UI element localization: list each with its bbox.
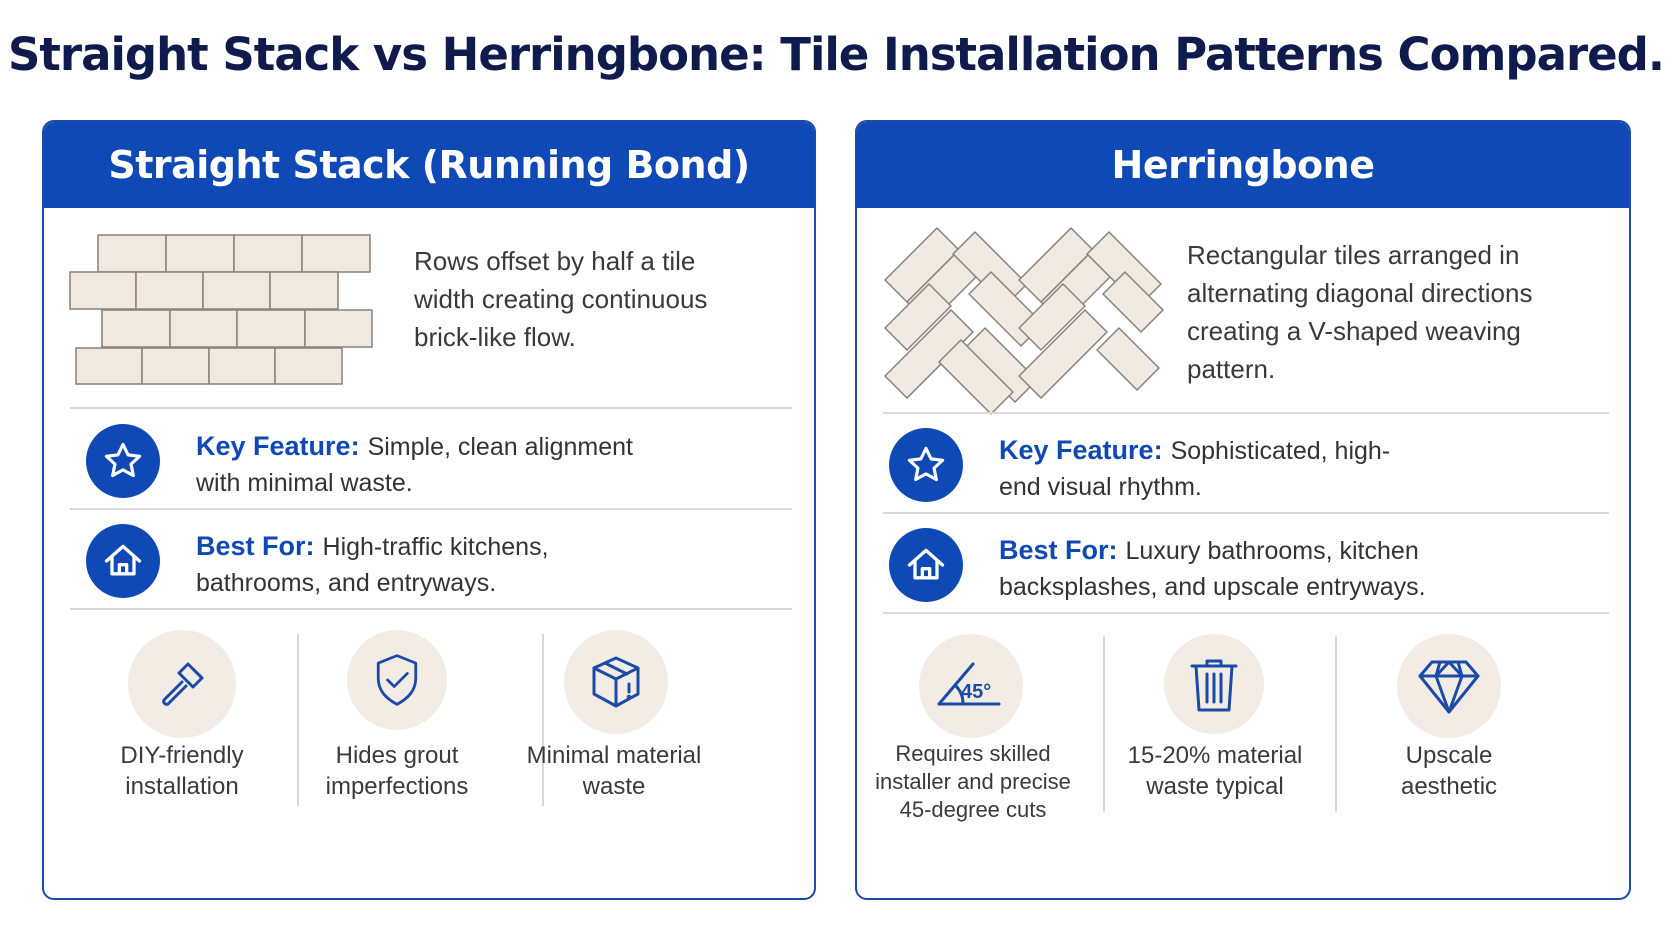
column-separator — [297, 634, 299, 806]
minimal-waste-label: Minimal material waste — [526, 742, 702, 800]
key-feature-text — [999, 432, 1419, 505]
column-separator — [1103, 636, 1105, 812]
key-feature-text — [196, 428, 636, 501]
diy-label: DIY-friendly installation — [120, 742, 244, 800]
key-feature-row — [889, 428, 1589, 504]
key-feature-row — [86, 424, 766, 500]
key-feature-label: Key Feature: — [999, 435, 1163, 465]
divider — [70, 407, 792, 409]
best-for-label: Best For: — [196, 531, 315, 561]
page-title: Straight Stack vs Herringbone: Tile Installation Patterns Compared. — [8, 28, 1664, 81]
running-bond-illustration — [68, 234, 378, 394]
best-for-text — [196, 528, 666, 601]
best-for-value: High-traffic kitchens, bathrooms, and entryways. — [196, 533, 549, 597]
straight-stack-description: Rows offset by half a tile width creating continuous brick-like flow. — [414, 246, 708, 352]
best-for-value: Luxury bathrooms, kitchen backsplashes, and upscale entryways. — [999, 537, 1426, 601]
shield-check-icon — [347, 630, 447, 730]
upscale-label: Upscale aesthetic — [1400, 742, 1498, 800]
skilled-installer-label: Requires skilled installer and precise 45-degree cuts — [875, 741, 1071, 822]
best-for-row — [889, 528, 1589, 604]
divider — [70, 508, 792, 510]
star-icon — [86, 424, 160, 498]
box-icon — [564, 630, 668, 734]
best-for-row — [86, 524, 766, 600]
best-for-text — [999, 532, 1439, 605]
key-feature-label: Key Feature: — [196, 431, 360, 461]
screwdriver-icon — [128, 630, 236, 738]
angle-45-icon — [919, 634, 1023, 738]
straight-stack-header: Straight Stack (Running Bond) — [44, 122, 814, 208]
key-feature-value: Sophisticated, high-end visual rhythm. — [999, 437, 1391, 501]
trash-can-icon — [1164, 634, 1264, 734]
herringbone-header: Herringbone — [857, 122, 1629, 208]
angle-label: 45° — [961, 681, 992, 703]
best-for-label: Best For: — [999, 535, 1118, 565]
herringbone-illustration — [879, 210, 1169, 420]
key-feature-value: Simple, clean alignment with minimal waste. — [196, 433, 633, 497]
herringbone-description: Rectangular tiles arranged in alternating diagonal directions creating a V-shaped weaving pattern. — [1187, 240, 1533, 384]
divider — [883, 612, 1609, 614]
diamond-icon — [1397, 634, 1501, 738]
house-icon — [86, 524, 160, 598]
hides-grout-label: Hides grout imperfections — [325, 742, 469, 800]
divider — [883, 512, 1609, 514]
star-icon — [889, 428, 963, 502]
column-separator — [1335, 636, 1337, 812]
straight-stack-card — [42, 120, 816, 900]
house-icon — [889, 528, 963, 602]
divider — [883, 412, 1609, 414]
herringbone-card — [855, 120, 1631, 900]
material-waste-label: 15-20% material waste typical — [1127, 742, 1303, 800]
divider — [70, 608, 792, 610]
